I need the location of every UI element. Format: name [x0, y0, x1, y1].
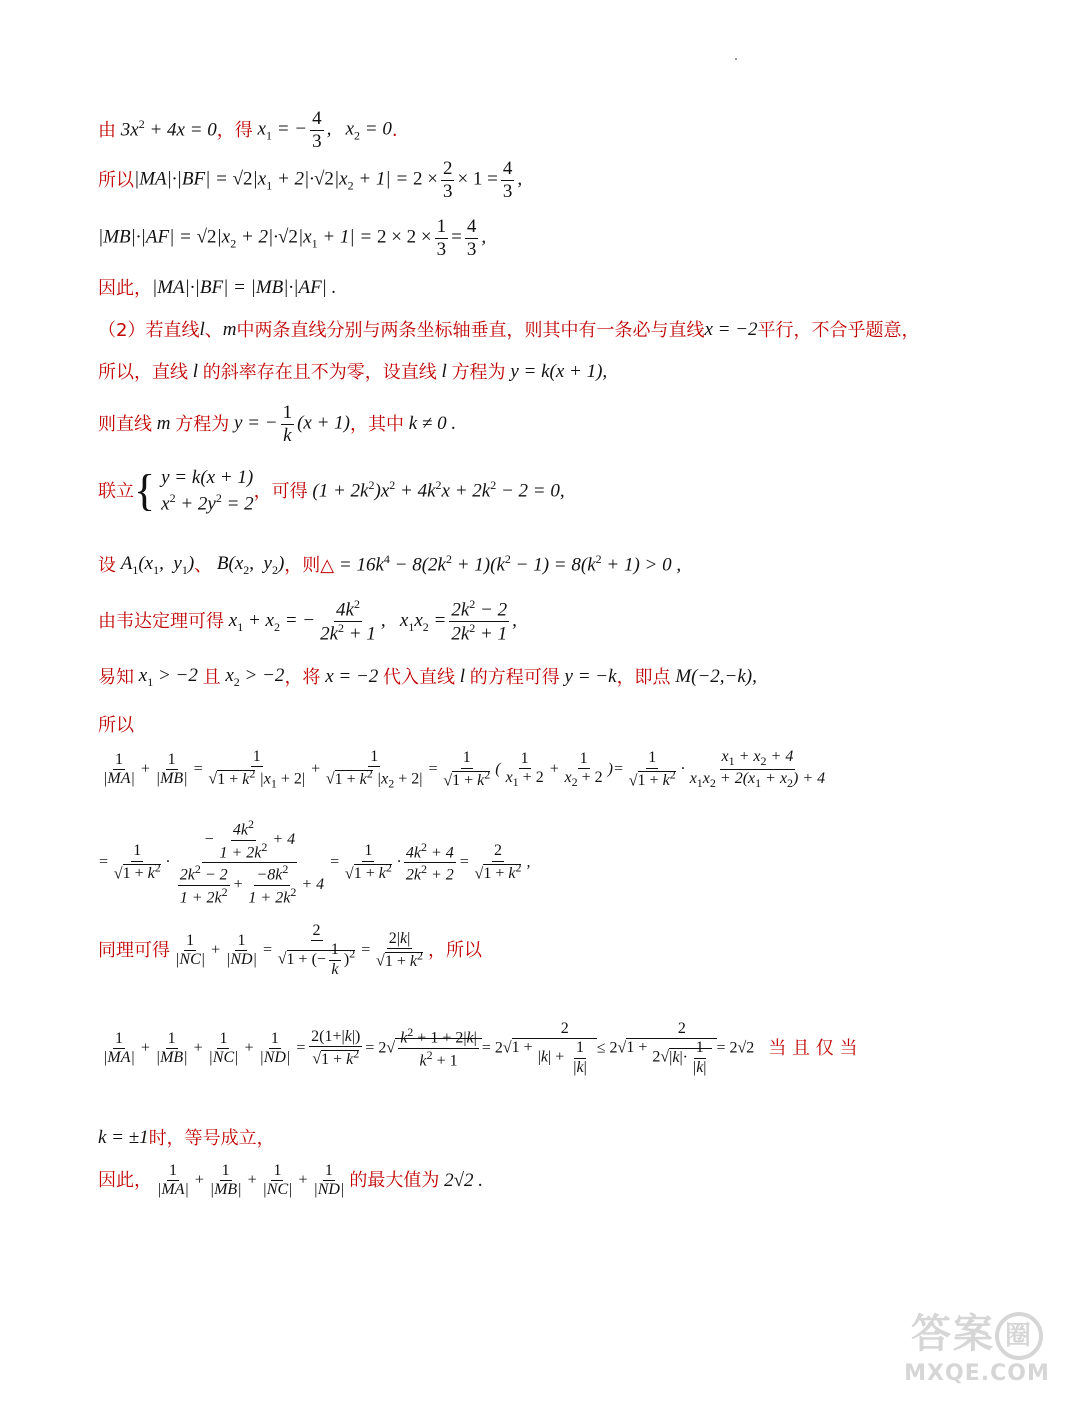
- formula: $\frac{1}{|MA|}$ + $\frac{1}{|MB|}$ + $\frac{1}{|NC|}$ + $\frac{1}{|ND|}$ = $\frac{2(1+|k|)}{√1 + k^2}$ = 2√ $\frac{k^2 + 1 + 2|k|}{k^2 + 1}$ = 2√1 + 2 |k| + $\frac{1}{|k|}$ ≤ 2√1 + 2 2√|k|· $\frac{1}{|k|}$ = 2√2: [103, 1020, 755, 1076]
- formula: = $\frac{1}{√1 + k^2}$ · − $\frac{4k^2}{1 + 2k^2}$ + 4 $\frac{2k^2 - 2}{1 + 2k^2}$ + $\frac{-8k^2}{1 + 2k^2}$ + 4 = $\frac{1}{√1 + k^2}$ · $\frac{4k^2 + 4}{2k^2 + 2}$ = $\frac{2}{√1 + k^2}$ ,: [98, 817, 531, 907]
- formula: l: [455, 665, 470, 687]
- formula: $\frac{1}{|NC|}$ + $\frac{1}{|ND|}$ = 2 √1 + (− $\frac{1}{k}$ )$^2$ = $\frac{2|k|}{√1 + k^2}$: [175, 922, 423, 978]
- formula: $A_1(x_1$, $y_1$): [116, 553, 195, 577]
- formula: l: [199, 319, 205, 340]
- text: 的方程可得: [469, 666, 560, 688]
- line-16: [98, 1020, 1020, 1077]
- text: 的斜率存在且不为零，设直线: [202, 361, 437, 383]
- text: ，即点: [616, 666, 671, 688]
- text: 中两条直线分别与两条坐标轴垂直，则其中有一条必与直线: [236, 319, 705, 341]
- line-10: [98, 598, 1020, 645]
- text: ，则△: [284, 554, 335, 576]
- watermark-logo: [892, 1311, 1062, 1401]
- text: ，其中: [349, 413, 404, 435]
- formula: y = k(x + 1),: [505, 361, 608, 382]
- text: 、: [204, 319, 223, 341]
- speck: [735, 58, 737, 60]
- formula: l: [436, 361, 452, 382]
- line-4: [98, 276, 1020, 301]
- formula: $(1 + 2k^2)x^2 + 4k^2x + 2k^2 - 2 = 0$,: [307, 478, 565, 502]
- formula: |MA|·|BF| = |MB|·|AF| .: [152, 277, 337, 298]
- formula: $x_1 + x_2$ = − $\frac{4k^2}{2k^2 + 1}$ , $x_1x_2$ = $\frac{2k^2 - 2}{2k^2 + 1}$ ,: [224, 597, 517, 645]
- text: 由韦达定理可得: [98, 610, 224, 632]
- line-13: [98, 748, 1020, 792]
- text: 则直线: [98, 413, 152, 435]
- formula: k = ±1: [98, 1127, 149, 1148]
- text: 同理可得: [98, 939, 170, 961]
- text: 所以: [98, 169, 134, 191]
- watermark-circle: 圈: [995, 1312, 1043, 1360]
- line-7: [98, 402, 1020, 447]
- text: ，可得: [253, 480, 308, 502]
- text: ，得: [216, 119, 253, 141]
- text: 因此，: [98, 277, 152, 299]
- brace: {: [134, 466, 156, 516]
- text: （2）若直线: [98, 319, 200, 341]
- line-15: [98, 922, 1020, 979]
- formula: $3x^2 + 4x = 0$: [116, 117, 217, 141]
- text: 的最大值为: [349, 1170, 440, 1192]
- formula: M(−2,−k),: [670, 665, 757, 687]
- watermark-url: MXQE.COM: [904, 1361, 1050, 1386]
- text: ，将: [284, 666, 321, 688]
- watermark-text: 答案: [911, 1311, 995, 1357]
- text: .: [391, 119, 398, 141]
- line-8: [98, 466, 1020, 517]
- formula: $|MA|\cdot|BF| = √2|x_1 + 2|\cdot√2|x_2 + 1| = 2$ × $\frac{2}{3}$ × 1 = $\frac{4}{3}$ ,: [134, 158, 523, 202]
- formula: 2√2 .: [439, 1169, 484, 1191]
- formula: k ≠ 0 .: [403, 413, 457, 434]
- formula: $x_1 > -2$: [134, 665, 203, 689]
- text: 、: [194, 554, 213, 576]
- text: 因此，: [98, 1170, 152, 1192]
- text: 平行，不合乎题意，: [757, 319, 920, 341]
- line-3: [98, 216, 1020, 261]
- formula: $B(x_2$, $y_2$): [212, 553, 285, 577]
- formula: x = −2: [320, 665, 384, 687]
- text: 方程为: [175, 413, 230, 435]
- text: 联立: [98, 480, 134, 502]
- text: ，所以: [427, 939, 482, 961]
- text: 易知: [98, 666, 134, 688]
- formula: $x_1$ = − $\frac{4}{3}$ , $x_2 = 0$: [252, 108, 392, 152]
- formula: $|MB|\cdot|AF| = √2|x_2 + 2|\cdot√2|x_1 + 1| = 2 \times 2$ × $\frac{1}{3}$ = $\frac{4}{3}$ ,: [98, 216, 487, 260]
- line-1: [98, 108, 1020, 153]
- text: 且: [202, 666, 221, 688]
- line-2: [98, 158, 1020, 203]
- text: 当 且 仅 当: [768, 1037, 858, 1059]
- text: 所以: [98, 715, 134, 736]
- formula: $\frac{1}{|MA|}$ + $\frac{1}{|MB|}$ = $\frac{1}{√1 + k^2 |x_1 + 2|}$ + $\frac{1}{√1 + k^2 |x_2 + 2|}$ = $\frac{1}{√1 + k^2}$ ( $\frac{1}{x_1 + 2}$ + $\frac{1}{x_2 + 2}$ )= $\frac{1}{√1 + k^2}$ · $\frac{x_1 + x_2 + 4}{x_1x_2 + 2(x_1 + x_2) + 4}$: [103, 748, 826, 791]
- formula: y = −k: [559, 665, 617, 687]
- formula: y = − $\frac{1}{k}$ (x + 1): [229, 402, 350, 446]
- text: 由: [98, 119, 116, 141]
- formula: x = −2: [704, 319, 758, 340]
- formula: $\frac{1}{|MA|}$ + $\frac{1}{|MB|}$ + $\frac{1}{|NC|}$ + $\frac{1}{|ND|}$: [157, 1162, 345, 1199]
- line-18: [98, 1162, 1020, 1200]
- line-6: [98, 360, 1020, 385]
- formula: l: [188, 361, 203, 382]
- text: 代入直线: [383, 666, 456, 688]
- text: 时，等号成立，: [148, 1127, 275, 1149]
- text: 设: [98, 554, 116, 576]
- equation-system: y = k(x + 1) $x^2 + 2y^2 = 2$: [161, 467, 254, 515]
- line-12: [98, 714, 1020, 737]
- text: 方程为: [451, 361, 506, 383]
- formula: m: [222, 319, 237, 340]
- text: 所以，直线: [98, 361, 188, 383]
- formula: = $16k^4 - 8(2k^2 + 1)(k^2 - 1) = 8(k^2 + 1) > 0$ ,: [334, 552, 682, 576]
- line-17: [98, 1126, 1020, 1151]
- formula: $x_2 > -2$: [220, 665, 285, 689]
- formula: m: [152, 413, 176, 434]
- line-9: [98, 552, 1020, 578]
- line-11: [98, 664, 1020, 690]
- line-5: [98, 318, 1020, 343]
- line-14: [98, 818, 1020, 908]
